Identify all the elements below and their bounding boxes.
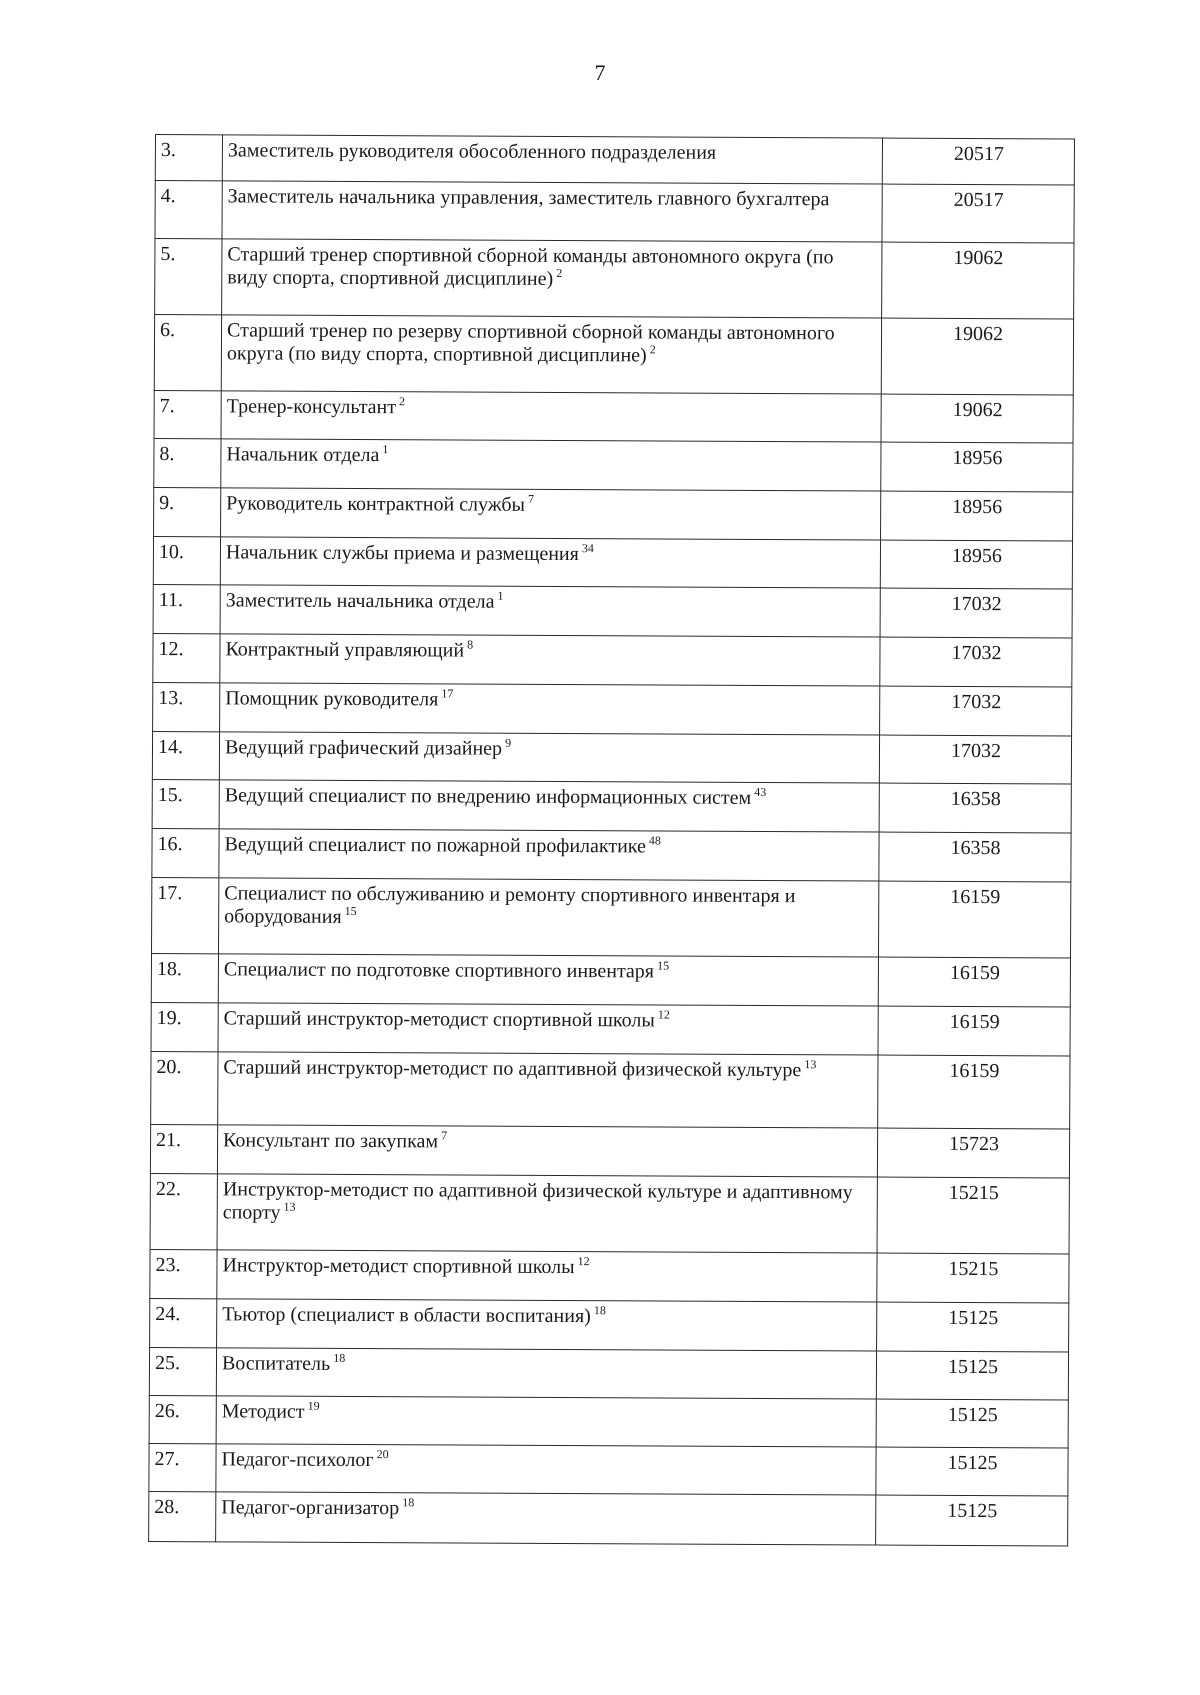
- salary-value: 15215: [877, 1177, 1069, 1254]
- position-title-cell: [222, 239, 882, 318]
- position-title: Старший тренер по резерву спортивной сборной команды автономного округа (по виду спорта, спортивной дисциплине): [226, 319, 835, 367]
- position-title-cell: [220, 683, 880, 735]
- footnote-marker: 13: [283, 1199, 296, 1215]
- table-row: [153, 633, 1072, 686]
- position-title: Специалист по подготовке спортивного инвентаря: [223, 958, 655, 983]
- row-number: 11.: [153, 584, 220, 633]
- table-row: [152, 731, 1071, 783]
- row-number: 8.: [154, 438, 221, 487]
- table-row: [149, 1395, 1068, 1447]
- footnote-marker: 18: [333, 1351, 346, 1366]
- position-title: Старший инструктор-методист спортивной школы: [223, 1007, 655, 1032]
- row-number: 18.: [151, 953, 218, 1002]
- table-row: [150, 1124, 1069, 1177]
- salary-table: [148, 134, 1075, 1546]
- row-number: 20.: [151, 1051, 218, 1124]
- position-title: Контрактный управляющий: [225, 638, 465, 662]
- row-number: 19.: [151, 1002, 218, 1051]
- salary-value: 20517: [882, 138, 1074, 185]
- position-title: Педагог-психолог: [221, 1448, 374, 1472]
- footnote-marker: 34: [581, 541, 594, 556]
- table-row: [151, 1051, 1070, 1128]
- table-row: [151, 1002, 1070, 1055]
- position-title: Заместитель руководителя обособленного подразделения: [227, 139, 717, 164]
- page-number: 7: [594, 60, 606, 85]
- row-number: 6.: [154, 315, 221, 391]
- footnote-marker: 19: [307, 1399, 320, 1414]
- position-title-cell: [218, 1052, 878, 1128]
- position-title: Заместитель начальника управления, заместитель главного бухгалтера: [227, 185, 830, 211]
- row-number: 25.: [149, 1347, 216, 1395]
- table-row: [151, 877, 1070, 957]
- table-row: [153, 536, 1072, 588]
- footnote-marker: 48: [648, 833, 661, 848]
- salary-value: 15125: [876, 1399, 1068, 1448]
- salary-value: 17032: [880, 637, 1072, 687]
- position-title-cell: [222, 135, 882, 184]
- salary-value: 16358: [879, 783, 1071, 833]
- position-title-cell: [216, 1348, 876, 1399]
- salary-value: 19062: [881, 394, 1073, 443]
- salary-value: 15215: [877, 1253, 1069, 1303]
- position-title-cell: [219, 732, 879, 783]
- table-row: [150, 1249, 1069, 1302]
- position-title-cell: [218, 1003, 878, 1055]
- salary-value: 15723: [877, 1128, 1069, 1178]
- footnote-marker: 15: [344, 904, 357, 919]
- table-row: [153, 584, 1072, 637]
- position-title: Ведущий специалист по пожарной профилактике: [224, 833, 646, 858]
- table-row: [149, 1347, 1068, 1399]
- table-row: [150, 1173, 1069, 1253]
- row-number: 3.: [155, 135, 222, 181]
- footnote-marker: 8: [467, 637, 474, 652]
- row-number: 15.: [152, 779, 219, 828]
- footnote-marker: 18: [593, 1303, 606, 1318]
- table-row: [153, 682, 1072, 735]
- footnote-marker: 7: [441, 1128, 448, 1143]
- footnote-marker: 7: [527, 492, 535, 507]
- footnote-marker: 20: [376, 1447, 389, 1462]
- salary-value: 15125: [876, 1351, 1068, 1400]
- position-title: Педагог-организатор: [221, 1496, 400, 1520]
- salary-value: 19062: [881, 318, 1073, 395]
- footnote-marker: 43: [754, 785, 767, 800]
- position-title-cell: [220, 585, 880, 637]
- salary-value: 20517: [882, 184, 1074, 243]
- salary-value: 17032: [879, 735, 1071, 784]
- position-title-cell: [218, 878, 878, 957]
- position-title-cell: [218, 954, 878, 1006]
- row-number: 12.: [153, 633, 220, 682]
- position-title: Руководитель контрактной службы: [226, 492, 526, 516]
- row-number: 27.: [149, 1443, 216, 1491]
- row-number: 5.: [155, 239, 222, 315]
- salary-value: 16358: [879, 832, 1071, 882]
- position-title-cell: [217, 1299, 877, 1351]
- salary-value: 18956: [881, 442, 1073, 492]
- row-number: 13.: [153, 682, 220, 731]
- position-title: Инструктор-методист по адаптивной физической культуре и адаптивному спорту: [222, 1178, 853, 1224]
- position-title: Начальник отдела: [226, 443, 380, 467]
- row-number: 17.: [151, 877, 218, 953]
- row-number: 22.: [150, 1173, 217, 1249]
- position-title-cell: [221, 315, 881, 394]
- footnote-marker: 12: [657, 1007, 670, 1022]
- position-title: Тьютор (специалист в области воспитания): [222, 1303, 591, 1328]
- table-body: [149, 135, 1075, 1546]
- row-number: 21.: [150, 1124, 217, 1173]
- salary-value: 18956: [881, 491, 1073, 541]
- salary-value: 16159: [878, 1006, 1070, 1056]
- footnote-marker: 9: [505, 736, 512, 751]
- table-row: [154, 390, 1073, 442]
- table-row: [155, 239, 1074, 319]
- salary-value: 17032: [880, 686, 1072, 736]
- row-number: 23.: [150, 1249, 217, 1298]
- position-title: Методист: [221, 1400, 305, 1423]
- position-title-cell: [216, 1396, 876, 1447]
- position-title-cell: [217, 1174, 877, 1253]
- row-number: 7.: [154, 390, 221, 438]
- table-row: [152, 828, 1071, 881]
- row-number: 28.: [149, 1491, 216, 1541]
- position-title: Специалист по обслуживанию и ремонту спортивного инвентаря и оборудования: [224, 882, 796, 928]
- footnote-marker: 1: [497, 589, 504, 604]
- position-title: Заместитель начальника отдела: [225, 589, 495, 613]
- table-row: [155, 135, 1074, 185]
- footnote-marker: 12: [577, 1254, 590, 1269]
- position-title-cell: [219, 780, 879, 832]
- position-title: Старший инструктор-методист по адаптивной физической культуре: [223, 1056, 802, 1082]
- salary-value: 16159: [878, 1055, 1070, 1129]
- table-row: [155, 181, 1074, 243]
- position-title-cell: [221, 391, 881, 442]
- row-number: 10.: [153, 536, 220, 584]
- footnote-marker: 2: [556, 266, 563, 281]
- position-title: Воспитатель: [221, 1352, 331, 1375]
- position-title-cell: [216, 1492, 876, 1545]
- table-row: [154, 487, 1073, 540]
- position-title-cell: [221, 439, 881, 491]
- position-title-cell: [219, 829, 879, 881]
- row-number: 14.: [152, 731, 219, 779]
- footnote-marker: 17: [441, 686, 454, 701]
- salary-value: 19062: [882, 242, 1074, 319]
- position-title-cell: [220, 634, 880, 686]
- salary-table-container: [148, 134, 1075, 1546]
- table-row: [154, 438, 1073, 491]
- position-title-cell: [217, 1250, 877, 1302]
- table-row: [154, 315, 1073, 395]
- table-row: [149, 1443, 1068, 1495]
- salary-value: 16159: [878, 881, 1070, 958]
- footnote-marker: 2: [399, 394, 406, 409]
- position-title-cell: [216, 1444, 876, 1495]
- table-row: [152, 779, 1071, 832]
- position-title: Начальник службы приема и размещения: [225, 541, 579, 566]
- salary-value: 18956: [880, 540, 1072, 589]
- row-number: 4.: [155, 181, 222, 239]
- footnote-marker: 1: [382, 442, 389, 457]
- footnote-marker: 13: [804, 1057, 817, 1072]
- row-number: 9.: [154, 487, 221, 536]
- footnote-marker: 2: [649, 342, 656, 357]
- salary-value: 15125: [877, 1302, 1069, 1352]
- position-title: Ведущий графический дизайнер: [224, 736, 503, 760]
- table-row: [149, 1491, 1068, 1545]
- position-title: Инструктор-методист спортивной школы: [222, 1254, 575, 1279]
- position-title: Старший тренер спортивной сборной команды автономного округа (по виду спорта, спортивной дисциплине): [227, 243, 834, 290]
- salary-value: 16159: [878, 957, 1070, 1007]
- position-title: Тренер-консультант: [226, 395, 397, 419]
- row-number: 26.: [149, 1395, 216, 1443]
- footnote-marker: 15: [657, 958, 670, 973]
- position-title: Ведущий специалист по внедрению информационных систем: [224, 784, 752, 809]
- row-number: 24.: [150, 1298, 217, 1347]
- salary-value: 15125: [876, 1495, 1068, 1546]
- table-row: [151, 953, 1070, 1006]
- position-title-cell: [220, 537, 880, 588]
- row-number: 16.: [152, 828, 219, 877]
- position-title: Консультант по закупкам: [223, 1129, 439, 1153]
- position-title-cell: [222, 181, 882, 242]
- position-title-cell: [221, 488, 881, 540]
- table-row: [150, 1298, 1069, 1351]
- position-title: Помощник руководителя: [225, 687, 439, 711]
- salary-value: 17032: [880, 588, 1072, 638]
- position-title-cell: [217, 1125, 877, 1177]
- salary-value: 15125: [876, 1447, 1068, 1496]
- footnote-marker: 18: [402, 1495, 415, 1510]
